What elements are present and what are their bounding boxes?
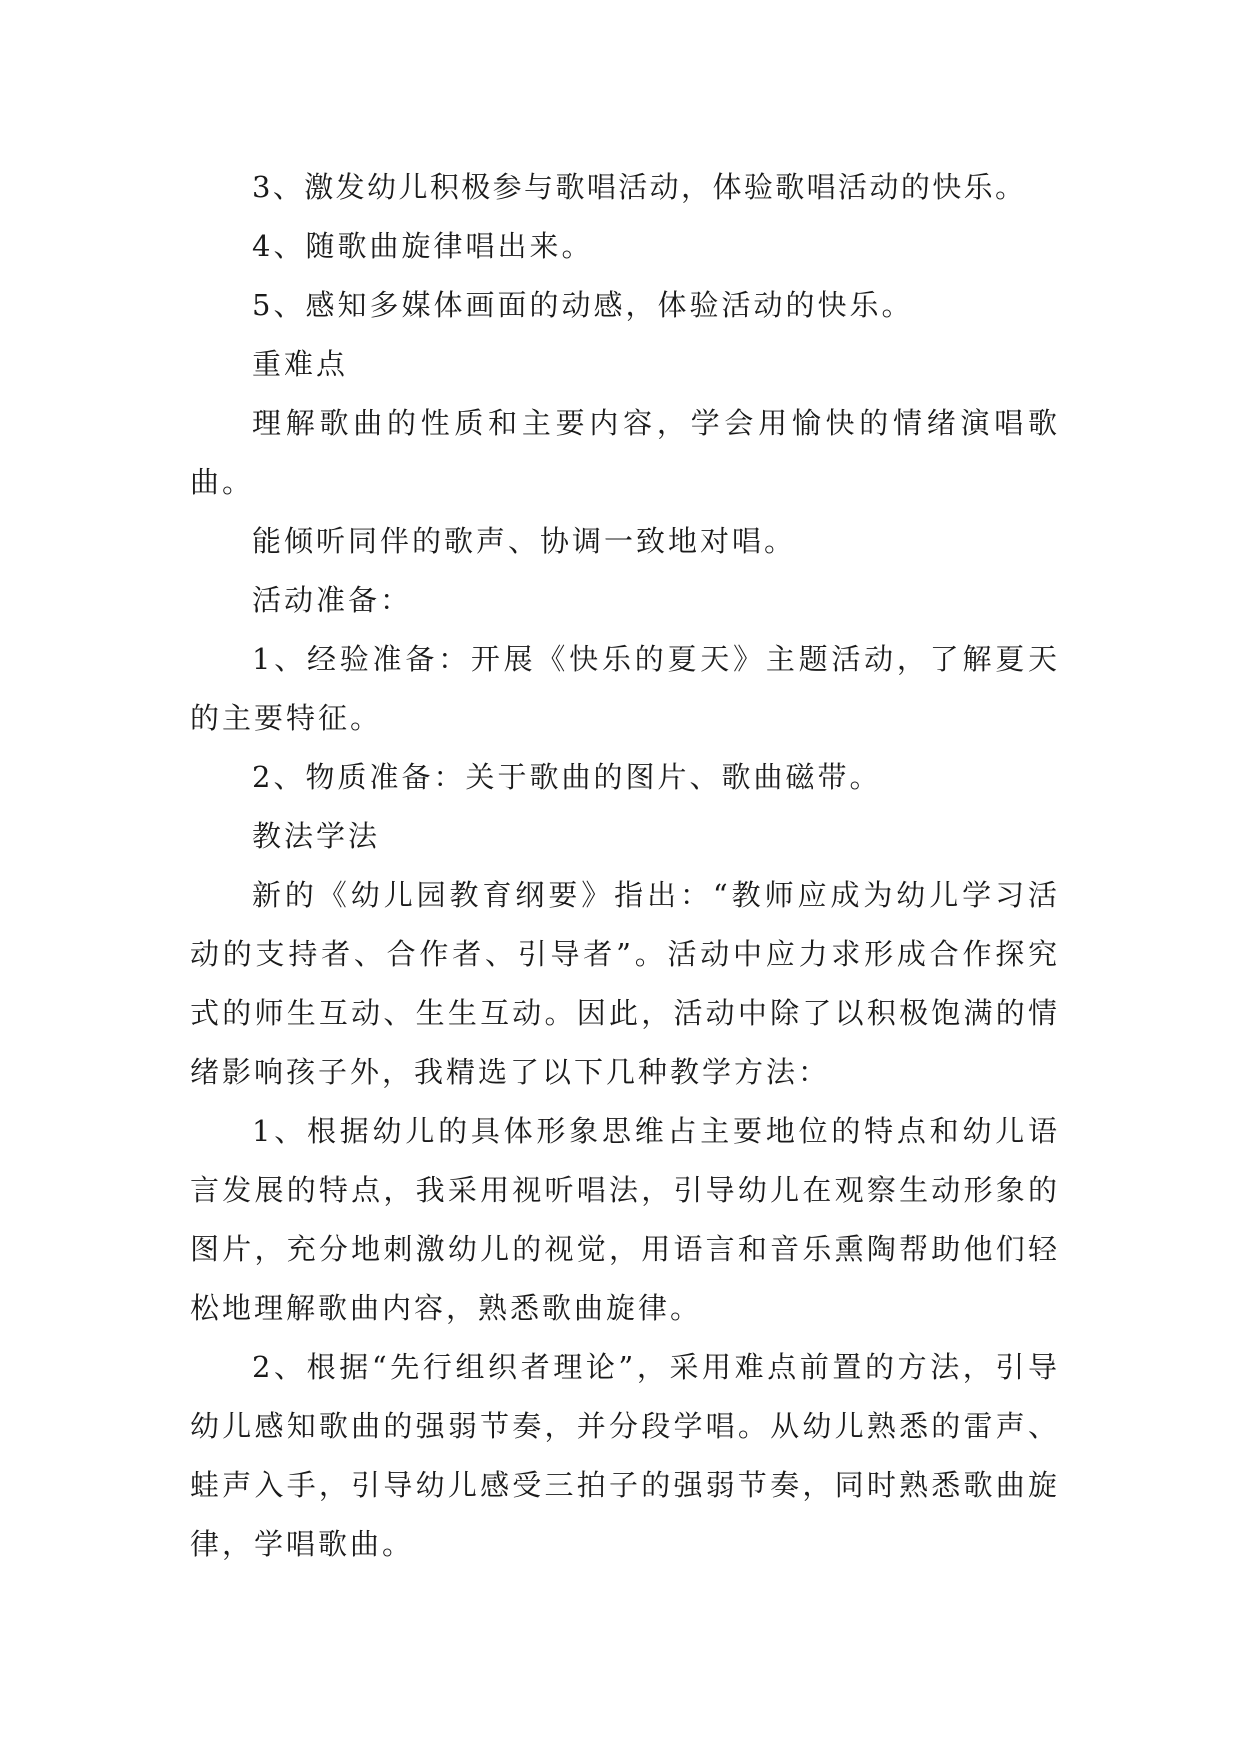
goal-4-paragraph: 4、随歌曲旋律唱出来。 (252, 229, 594, 263)
methods-intro-paragraph: 新的《幼儿园教育纲要》指出：“教师应成为幼儿学习活动的支持者、合作者、引导者”。活动中应力求形成合作探究式的师生互动、生生互动。因此，活动中除了以积极饱满的情绪影响孩子外，我精选了以下几种教学方法： (190, 878, 1060, 1089)
methods-heading: 教法学法 (252, 819, 381, 853)
method-1-paragraph: 1、根据幼儿的具体形象思维占主要地位的特点和幼儿语言发展的特点，我采用视听唱法，引导幼儿在观察生动形象的图片，充分地刺激幼儿的视觉，用语言和音乐熏陶帮助他们轻松地理解歌曲内容，熟悉歌曲旋律。 (190, 1114, 1060, 1325)
key-difficulties-heading: 重难点 (252, 347, 349, 381)
document-body (190, 158, 1060, 1574)
method-2-paragraph: 2、根据“先行组织者理论”，采用难点前置的方法，引导幼儿感知歌曲的强弱节奏，并分段学唱。从幼儿熟悉的雷声、蛙声入手，引导幼儿感受三拍子的强弱节奏，同时熟悉歌曲旋律，学唱歌曲。 (190, 1350, 1060, 1561)
preparation-heading: 活动准备： (252, 583, 413, 617)
preparation-2-paragraph: 2、物质准备：关于歌曲的图片、歌曲磁带。 (252, 760, 882, 794)
goal-3-paragraph: 3、激发幼儿积极参与歌唱活动，体验歌唱活动的快乐。 (252, 170, 1027, 204)
key-point-1-paragraph: 理解歌曲的性质和主要内容，学会用愉快的情绪演唱歌曲。 (190, 406, 1060, 499)
goal-5-paragraph: 5、感知多媒体画面的动感，体验活动的快乐。 (252, 288, 914, 322)
preparation-1-paragraph: 1、经验准备：开展《快乐的夏天》主题活动，了解夏天的主要特征。 (190, 642, 1060, 735)
key-point-2-paragraph: 能倾听同伴的歌声、协调一致地对唱。 (252, 524, 797, 558)
